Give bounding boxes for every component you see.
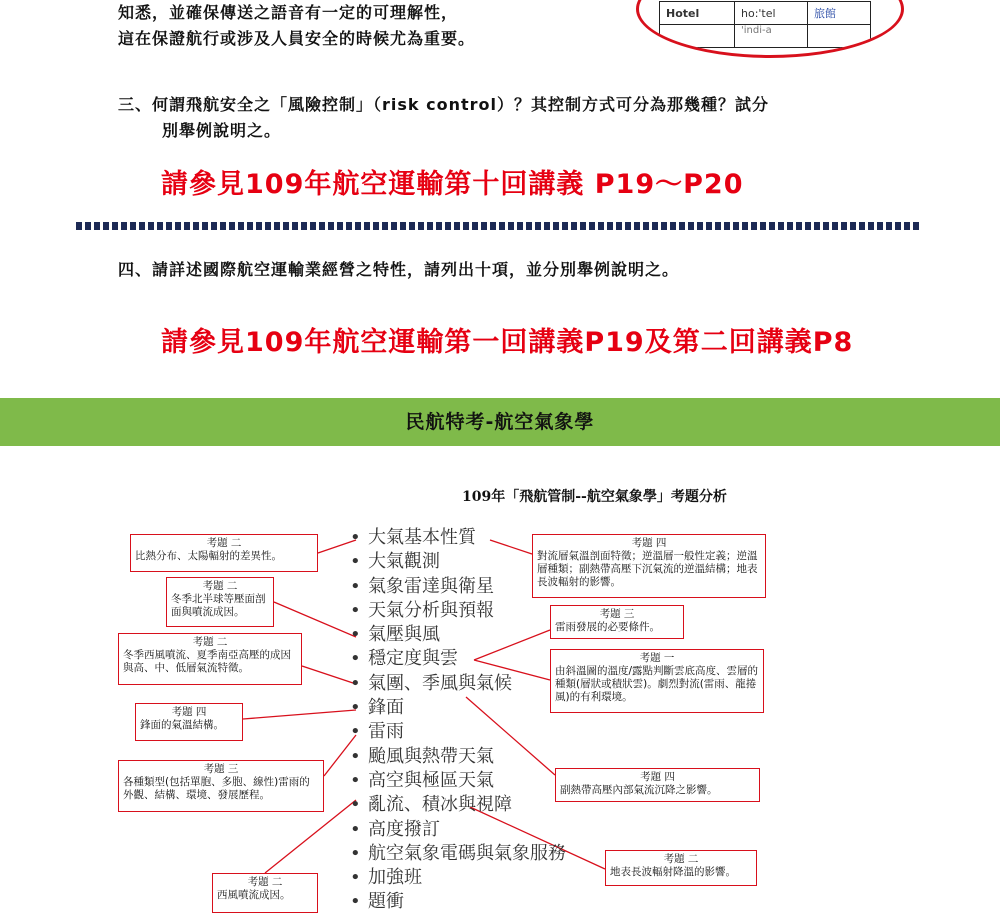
topic-label: 題衝 [368, 891, 404, 913]
annotation-box [550, 605, 684, 639]
annotation-body: 各種類型(包括單胞、多胞、線性)雷雨的外觀、結構、環境、發展歷程。 [123, 776, 310, 801]
list-item: • 大氣觀測 [350, 551, 440, 573]
topic-label: 穩定度與雲 [368, 648, 458, 670]
table-cell: ho:'tel [735, 2, 808, 25]
annotation-title: 考題 二 [663, 853, 699, 865]
annotation-box [555, 768, 760, 802]
annotation-box [130, 534, 318, 572]
annotation-body: 雷雨發展的必要條件。 [555, 621, 660, 633]
list-item: • 天氣分析與預報 [350, 599, 494, 621]
list-item: • 氣團、季風與氣候 [350, 672, 512, 694]
list-item: • 題衝 [350, 891, 404, 913]
table-cell: 'indi-a [735, 25, 808, 48]
table-cell: Hotel [660, 2, 735, 25]
section-title: 民航特考-航空氣象學 [405, 411, 595, 433]
list-item: • 高度撥訂 [350, 818, 440, 840]
list-item: • 颱風與熱帶天氣 [350, 745, 494, 767]
annotation-body: 西風噴流成因。 [217, 889, 291, 901]
topic-label: 氣團、季風與氣候 [368, 672, 512, 694]
connector-line [243, 710, 356, 719]
list-item: • 氣壓與風 [350, 624, 440, 646]
list-item: • 穩定度與雲 [350, 648, 458, 670]
topic-label: 航空氣象電碼與氣象服務 [368, 842, 566, 864]
topic-label: 亂流、積冰與視障 [368, 794, 512, 816]
list-item: • 大氣基本性質 [350, 527, 476, 548]
connector-line [302, 666, 356, 684]
annotation-box [212, 873, 318, 913]
annotation-body: 地表長波輻射降溫的影響。 [610, 866, 736, 878]
annotation-body: 由斜溫圖的溫度/露點判斷雲底高度、雲層的種類(層狀或積狀雲)。劇烈對流(雷雨、龍捲風)的有利環境。 [555, 665, 759, 703]
intro-line-1: 知悉，並確保傳送之語音有一定的可理解性， [118, 3, 459, 22]
topic-label: 大氣基本性質 [368, 527, 476, 548]
intro-line-2: 這在保證航行或涉及人員安全的時候尤為重要。 [118, 29, 476, 48]
connector-line [274, 602, 356, 637]
annotation-title: 考題 二 [247, 876, 283, 888]
topic-label: 大氣觀測 [368, 551, 440, 573]
list-item: • 鋒面 [350, 697, 404, 719]
figure-title: 109年「飛航管制--航空氣象學」考題分析 [462, 489, 727, 505]
topic-label: 高空與極區天氣 [368, 769, 494, 791]
annotation-box [118, 633, 302, 685]
annotation-body: 副熱帶高壓內部氣流沉降之影響。 [560, 784, 718, 796]
list-item: • 加強班 [350, 867, 422, 889]
annotation-body: 冬季西風噴流、夏季南亞高壓的成因與高、中、低層氣流特徵。 [123, 649, 291, 674]
answer-3: 請參見109年航空運輸第十回講義 P19～P20 [161, 169, 744, 200]
annotation-body: 比熱分布、太陽輻射的差異性。 [135, 550, 282, 562]
annotation-title: 考題 一 [639, 652, 675, 664]
topic-label: 颱風與熱帶天氣 [368, 745, 494, 767]
annotation-title: 考題 三 [599, 608, 635, 620]
topic-label: 天氣分析與預報 [368, 599, 494, 621]
annotation-body: 冬季北半球等壓面剖面與噴流成因。 [171, 593, 266, 618]
topic-label: 氣象雷達與衛星 [368, 575, 494, 597]
annotation-box [605, 850, 757, 886]
annotation-box [532, 534, 766, 598]
topic-label: 氣壓與風 [368, 624, 440, 646]
annotation-box [118, 760, 324, 812]
list-item: • 雷雨 [350, 721, 404, 743]
list-item: • 高空與極區天氣 [350, 769, 494, 791]
table-cell: 旅館 [808, 2, 871, 25]
annotation-title: 考題 四 [640, 771, 675, 783]
question-3-line-2: 別舉例說明之。 [162, 121, 282, 140]
annotation-box [135, 703, 243, 741]
annotation-title: 考題 三 [203, 763, 239, 775]
annotation-title: 考題 二 [192, 636, 228, 648]
answer-4: 請參見109年航空運輸第一回講義P19及第二回講義P8 [161, 327, 854, 358]
annotation-box [550, 649, 764, 713]
annotation-title: 考題 二 [206, 537, 242, 549]
list-item: • 航空氣象電碼與氣象服務 [350, 842, 566, 864]
topic-label: 加強班 [368, 867, 422, 889]
annotation-title: 考題 二 [202, 580, 238, 592]
topic-label: 雷雨 [368, 721, 404, 743]
question-4: 四、請詳述國際航空運輸業經營之特性，請列出十項，並分別舉例說明之。 [118, 260, 680, 279]
list-item: • 氣象雷達與衛星 [350, 575, 494, 597]
annotation-box [166, 577, 274, 627]
question-3-line-1: 三、何謂飛航安全之「風險控制」（risk control）？其控制方式可分為那幾種？試分 [118, 95, 769, 114]
list-item: • 亂流、積冰與視障 [350, 794, 512, 816]
topic-label: 高度撥訂 [368, 818, 440, 840]
annotation-body: 鋒面的氣溫結構。 [140, 719, 224, 731]
topic-label: 鋒面 [368, 697, 404, 719]
annotation-body: 對流層氣溫剖面特徵；逆溫層一般性定義；逆溫層種類；副熱帶高壓下沉氣流的逆溫結構；地表長波輻射的影響。 [537, 550, 758, 588]
annotation-title: 考題 四 [631, 537, 667, 549]
annotation-title: 考題 四 [171, 706, 207, 718]
